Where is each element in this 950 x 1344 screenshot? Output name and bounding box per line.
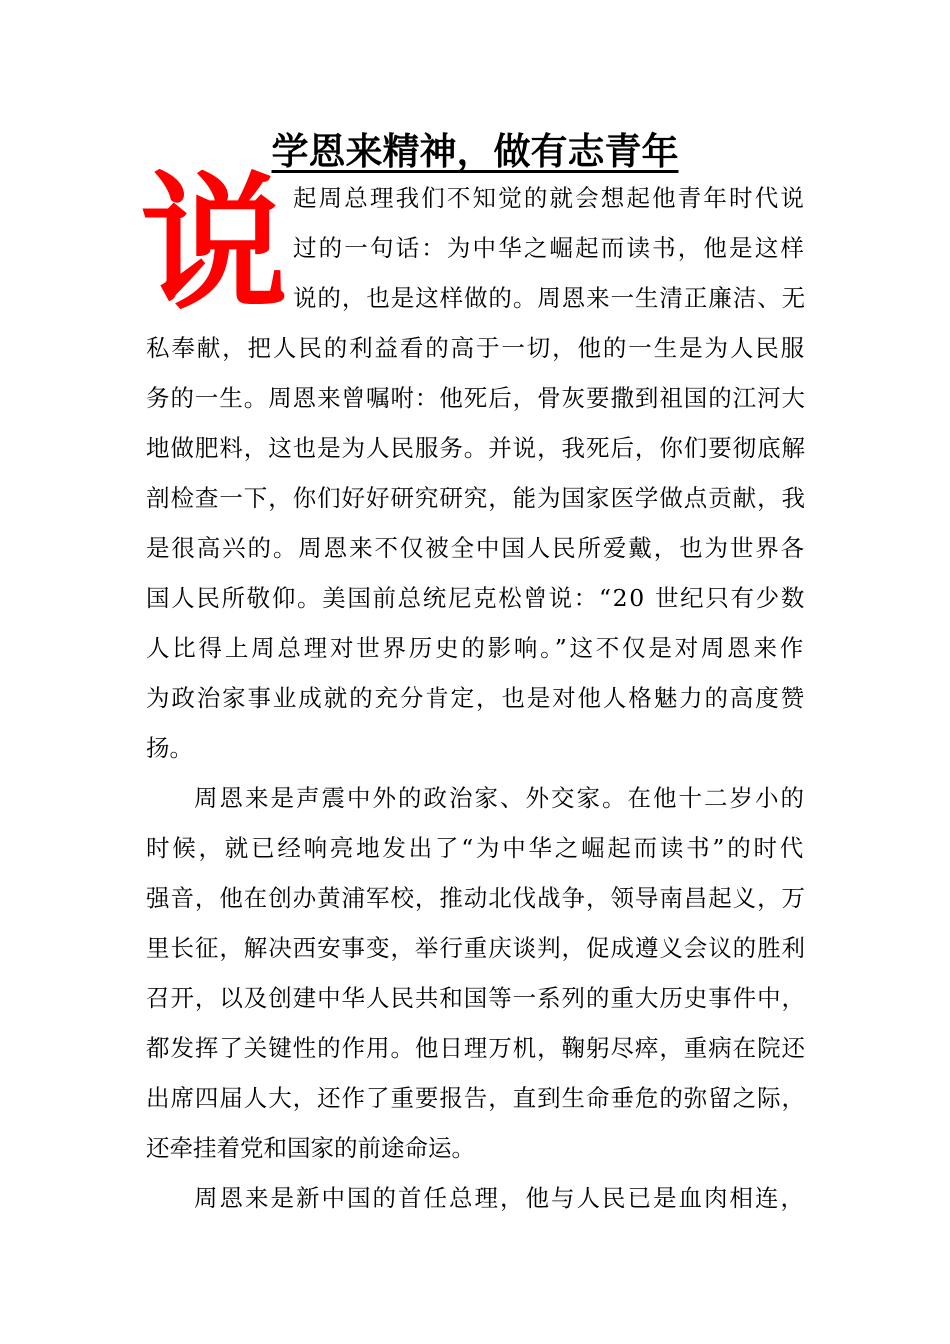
text-line: 务的一生。周恩来曾嘱咐：他死后，骨灰要撒到祖国的江河大	[146, 384, 806, 412]
text-line: 还牵挂着党和国家的前途命运。	[146, 1134, 475, 1162]
text-line: 是很高兴的。周恩来不仅被全中国人民所爱戴，也为世界各	[146, 534, 806, 562]
text-line: 强音，他在创办黄浦军校，推动北伐战争，领导南昌起义，万	[146, 884, 806, 912]
title-text: 学恩来精神，做有志青年	[271, 129, 679, 173]
text-line: 剖检查一下，你们好好研究研究，能为国家医学做点贡献，我	[146, 484, 806, 512]
text-line: 周恩来是声震中外的政治家、外交家。在他十二岁小的	[194, 784, 806, 812]
text-line: 扬。	[146, 734, 193, 762]
text-line: 起周总理我们不知觉的就会想起他青年时代说	[293, 184, 806, 212]
text-line: 出席四届人大，还作了重要报告，直到生命垂危的弥留之际，	[146, 1084, 806, 1112]
text-line: 时候，就已经响亮地发出了“为中华之崛起而读书”的时代	[146, 834, 806, 862]
text-line: 为政治家事业成就的充分肯定，也是对他人格魅力的高度赞	[146, 684, 806, 712]
drop-cap: 说	[140, 158, 288, 330]
text-line: 召开，以及创建中华人民共和国等一系列的重大历史事件中，	[146, 984, 806, 1012]
text-line: 说的，也是这样做的。周恩来一生清正廉洁、无	[293, 284, 806, 312]
text-line: 私奉献，把人民的利益看的高于一切，他的一生是为人民服	[146, 334, 806, 362]
text-line: 国人民所敬仰。美国前总统尼克松曾说：“20 世纪只有少数	[146, 584, 806, 612]
text-line: 都发挥了关键性的作用。他日理万机，鞠躬尽瘁，重病在院还	[146, 1034, 806, 1062]
text-line: 过的一句话：为中华之崛起而读书，他是这样	[293, 234, 806, 262]
text-line: 周恩来是新中国的首任总理，他与人民已是血肉相连，	[194, 1184, 806, 1212]
text-line: 地做肥料，这也是为人民服务。并说，我死后，你们要彻底解	[146, 434, 806, 462]
text-line: 里长征，解决西安事变，举行重庆谈判，促成遵义会议的胜利	[146, 934, 806, 962]
text-line: 人比得上周总理对世界历史的影响。”这不仅是对周恩来作	[146, 634, 806, 662]
